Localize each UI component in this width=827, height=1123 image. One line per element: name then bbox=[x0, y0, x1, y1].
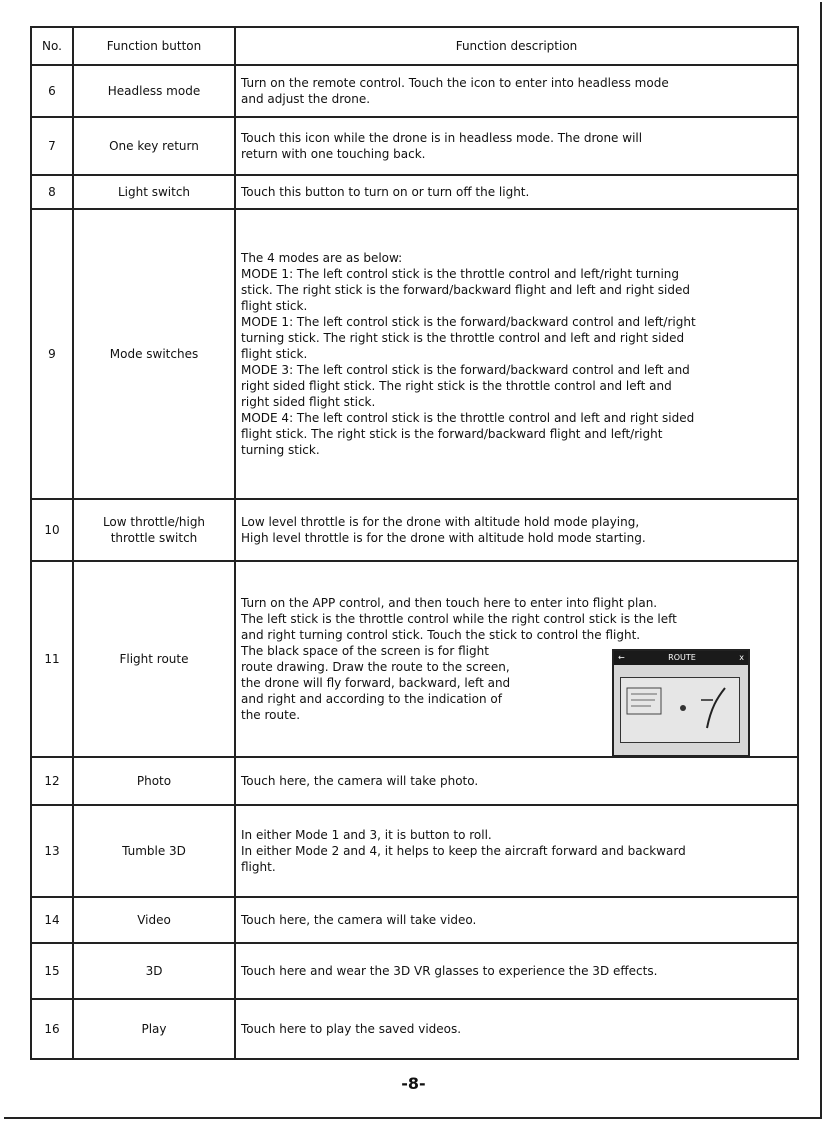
description-line: Touch this button to turn on or turn off the light. bbox=[241, 185, 530, 199]
description-line: In either Mode 2 and 4, it helps to keep the aircraft forward and backward bbox=[241, 844, 686, 858]
header-function-button: Function button bbox=[73, 27, 235, 65]
description-line: High level throttle is for the drone with altitude hold mode starting. bbox=[241, 531, 646, 545]
description-line: return with one touching back. bbox=[241, 147, 426, 161]
description-line: MODE 1: The left control stick is the throttle control and left/right turning bbox=[241, 267, 680, 281]
row-description bbox=[235, 117, 798, 175]
description-line: flight. bbox=[241, 860, 276, 874]
description-line: turning stick. bbox=[241, 443, 320, 457]
row-number: 16 bbox=[31, 999, 73, 1059]
close-icon: x bbox=[739, 653, 744, 662]
description-line: turning stick. The right stick is the throttle control and left and right sided bbox=[241, 331, 685, 345]
header-function-description: Function description bbox=[235, 27, 798, 65]
table-row bbox=[31, 805, 798, 897]
row-number: 9 bbox=[31, 209, 73, 499]
row-function-name: Video bbox=[73, 897, 235, 943]
row-description bbox=[235, 209, 798, 499]
description-line: and right and according to the indication of bbox=[241, 692, 502, 706]
description-line: In either Mode 1 and 3, it is button to roll. bbox=[241, 828, 492, 842]
description-line: the route. bbox=[241, 708, 301, 722]
row-function-name: One key return bbox=[73, 117, 235, 175]
page-number: -8- bbox=[401, 1074, 426, 1093]
row-description bbox=[235, 757, 798, 805]
row-function-name: Low throttle/high throttle switch bbox=[73, 499, 235, 561]
row-description bbox=[235, 499, 798, 561]
row-number: 7 bbox=[31, 117, 73, 175]
description-line: flight stick. bbox=[241, 347, 308, 361]
description-line: MODE 3: The left control stick is the forward/backward control and left and bbox=[241, 363, 690, 377]
description-line: Turn on the APP control, and then touch here to enter into flight plan. bbox=[241, 596, 658, 610]
description-line: Touch here, the camera will take photo. bbox=[241, 774, 479, 788]
row-description bbox=[235, 175, 798, 209]
description-line: Touch this icon while the drone is in headless mode. The drone will bbox=[241, 131, 643, 145]
row-description bbox=[235, 999, 798, 1059]
row-description bbox=[235, 943, 798, 999]
description-line: Touch here to play the saved videos. bbox=[241, 1022, 462, 1036]
row-number: 13 bbox=[31, 805, 73, 897]
route-screen-illustration bbox=[612, 649, 750, 757]
row-function-name: Light switch bbox=[73, 175, 235, 209]
row-function-name: Mode switches bbox=[73, 209, 235, 499]
row-number: 6 bbox=[31, 65, 73, 117]
row-function-name: Tumble 3D bbox=[73, 805, 235, 897]
row-number: 8 bbox=[31, 175, 73, 209]
description-line: The 4 modes are as below: bbox=[241, 251, 403, 265]
route-sketch-icon bbox=[621, 678, 739, 742]
table-row bbox=[31, 65, 798, 117]
back-arrow-icon: ← bbox=[618, 653, 625, 662]
table-row bbox=[31, 117, 798, 175]
header-no: No. bbox=[31, 27, 73, 65]
row-function-name: Play bbox=[73, 999, 235, 1059]
table-row bbox=[31, 561, 798, 757]
description-line: and adjust the drone. bbox=[241, 92, 371, 106]
table-row bbox=[31, 757, 798, 805]
table-row bbox=[31, 943, 798, 999]
row-description bbox=[235, 805, 798, 897]
route-drawing-area bbox=[620, 677, 740, 743]
table-row bbox=[31, 999, 798, 1059]
route-screen-titlebar bbox=[614, 651, 748, 665]
row-number: 14 bbox=[31, 897, 73, 943]
table-header-row bbox=[31, 27, 798, 65]
description-line: Touch here and wear the 3D VR glasses to experience the 3D effects. bbox=[241, 964, 658, 978]
row-description bbox=[235, 897, 798, 943]
row-function-name: Photo bbox=[73, 757, 235, 805]
table-row bbox=[31, 209, 798, 499]
route-screen-title: ROUTE bbox=[668, 653, 696, 662]
description-line: The black space of the screen is for flight bbox=[241, 644, 489, 658]
row-description bbox=[235, 65, 798, 117]
description-line: and right turning control stick. Touch the stick to control the flight. bbox=[241, 628, 641, 642]
description-line: Touch here, the camera will take video. bbox=[241, 913, 477, 927]
description-content bbox=[241, 595, 792, 723]
function-table bbox=[30, 26, 799, 1060]
description-line: MODE 4: The left control stick is the throttle control and left and right sided bbox=[241, 411, 695, 425]
description-line: right sided flight stick. The right stick is the throttle control and left and bbox=[241, 379, 672, 393]
description-line: MODE 1: The left control stick is the forward/backward control and left/right bbox=[241, 315, 696, 329]
row-number: 15 bbox=[31, 943, 73, 999]
description-line: Low level throttle is for the drone with altitude hold mode playing, bbox=[241, 515, 640, 529]
row-number: 11 bbox=[31, 561, 73, 757]
description-line: The left stick is the throttle control while the right control stick is the left bbox=[241, 612, 677, 626]
table-row bbox=[31, 897, 798, 943]
description-line: route drawing. Draw the route to the screen, bbox=[241, 660, 510, 674]
table-row bbox=[31, 175, 798, 209]
row-description bbox=[235, 561, 798, 757]
description-line: Turn on the remote control. Touch the icon to enter into headless mode bbox=[241, 76, 669, 90]
row-function-name: Flight route bbox=[73, 561, 235, 757]
row-number: 10 bbox=[31, 499, 73, 561]
description-line: flight stick. The right stick is the forward/backward flight and left/right bbox=[241, 427, 663, 441]
description-line: the drone will fly forward, backward, left and bbox=[241, 676, 511, 690]
table-row bbox=[31, 499, 798, 561]
description-line: right sided flight stick. bbox=[241, 395, 376, 409]
description-line: stick. The right stick is the forward/backward flight and left and right sided bbox=[241, 283, 690, 297]
row-number: 12 bbox=[31, 757, 73, 805]
description-line: flight stick. bbox=[241, 299, 308, 313]
row-function-name: 3D bbox=[73, 943, 235, 999]
row-function-name: Headless mode bbox=[73, 65, 235, 117]
